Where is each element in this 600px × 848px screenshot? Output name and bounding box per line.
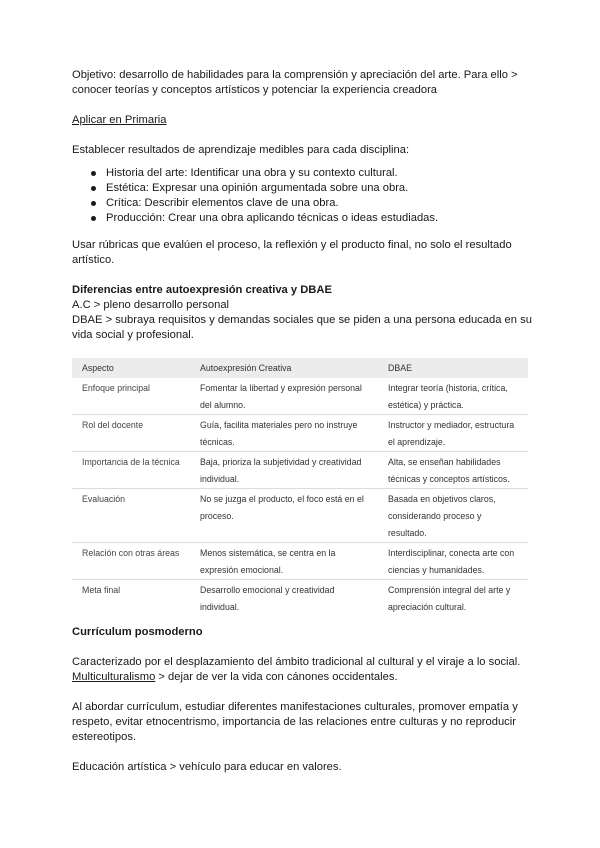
aplicar-primaria-link[interactable]: Aplicar en Primaria xyxy=(72,114,167,126)
list-item: Estética: Expresar una opinión argumentada sobre una obra. xyxy=(106,181,532,196)
comparison-table xyxy=(72,358,528,616)
objective-paragraph: Objetivo: desarrollo de habilidades para la comprensión y apreciación del arte. Para ello > conocer teorías y conceptos artísticos y potenciar la experiencia creadora xyxy=(72,69,518,96)
cell-ac: Fomentar la libertad y expresión personal del alumno. xyxy=(200,383,362,410)
cell-dbae: Instructor y mediador, estructura el aprendizaje. xyxy=(388,420,515,447)
section-heading-curriculum: Currículum posmoderno xyxy=(72,626,203,638)
table-row xyxy=(72,543,528,580)
document-body-continued xyxy=(72,625,532,775)
cell-dbae: Alta, se enseñan habilidades técnicas y conceptos artísticos. xyxy=(388,457,510,484)
cell-aspect: Evaluación xyxy=(82,494,126,504)
discipline-list xyxy=(72,166,532,226)
cell-ac: No se juzga el producto, el foco está en el proceso. xyxy=(200,494,364,521)
header-aspecto: Aspecto xyxy=(82,363,114,373)
list-item: Producción: Crear una obra aplicando técnicas o ideas estudiadas. xyxy=(106,211,532,226)
lead-paragraph: Establecer resultados de aprendizaje medibles para cada disciplina: xyxy=(72,144,410,156)
cell-ac: Guía, facilita materiales pero no instruye técnicas. xyxy=(200,420,358,447)
cell-aspect: Relación con otras áreas xyxy=(82,548,180,558)
header-dbae: DBAE xyxy=(388,363,412,373)
table-row xyxy=(72,378,528,415)
document-body xyxy=(72,68,532,343)
table-row xyxy=(72,489,528,543)
table-header-row xyxy=(72,358,528,378)
cell-ac: Baja, prioriza la subjetividad y creatividad individual. xyxy=(200,457,362,484)
cell-dbae: Interdisciplinar, conecta arte con ciencias y humanidades. xyxy=(388,548,515,575)
cell-dbae: Integrar teoría (historia, crítica, estética) y práctica. xyxy=(388,383,508,410)
cell-dbae: Basada en objetivos claros, considerando proceso y resultado. xyxy=(388,494,496,538)
table-row xyxy=(72,580,528,617)
rubrics-paragraph: Usar rúbricas que evalúen el proceso, la reflexión y el producto final, no solo el resultado artístico. xyxy=(72,239,512,266)
list-item: Historia del arte: Identificar una obra y su contexto cultural. xyxy=(106,166,532,181)
curriculum-paragraph xyxy=(72,655,532,685)
cell-ac: Desarrollo emocional y creatividad individual. xyxy=(200,585,335,612)
dbae-line: DBAE > subraya requisitos y demandas sociales que se piden a una persona educada en su vida social y profesional. xyxy=(72,314,532,341)
curriculum-approach-paragraph: Al abordar currículum, estudiar diferentes manifestaciones culturales, promover empatía y respeto, evitar etnocentrismo, importancia de las relaciones entre culturas y no reproducir estereotipos. xyxy=(72,701,518,743)
table-row xyxy=(72,415,528,452)
values-paragraph: Educación artística > vehículo para educar en valores. xyxy=(72,761,342,773)
table-row xyxy=(72,452,528,489)
cell-dbae: Comprensión integral del arte y apreciación cultural. xyxy=(388,585,511,612)
multiculturalismo-tail: > dejar de ver la vida con cánones occidentales. xyxy=(155,671,398,683)
header-autoexpresion: Autoexpresión Creativa xyxy=(200,363,292,373)
curriculum-text: Caracterizado por el desplazamiento del ámbito tradicional al cultural y el viraje a lo social. xyxy=(72,656,521,668)
comparison-table-image xyxy=(72,358,528,616)
ac-line: A.C > pleno desarrollo personal xyxy=(72,299,230,311)
cell-ac: Menos sistemática, se centra en la expresión emocional. xyxy=(200,548,336,575)
multiculturalismo-link[interactable]: Multiculturalismo xyxy=(72,671,156,683)
list-item: Crítica: Describir elementos clave de una obra. xyxy=(106,196,532,211)
section-heading-differences: Diferencias entre autoexpresión creativa y DBAE xyxy=(72,284,332,296)
cell-aspect: Rol del docente xyxy=(82,420,144,430)
cell-aspect: Meta final xyxy=(82,585,121,595)
cell-aspect: Importancia de la técnica xyxy=(82,457,180,467)
cell-aspect: Enfoque principal xyxy=(82,383,150,393)
